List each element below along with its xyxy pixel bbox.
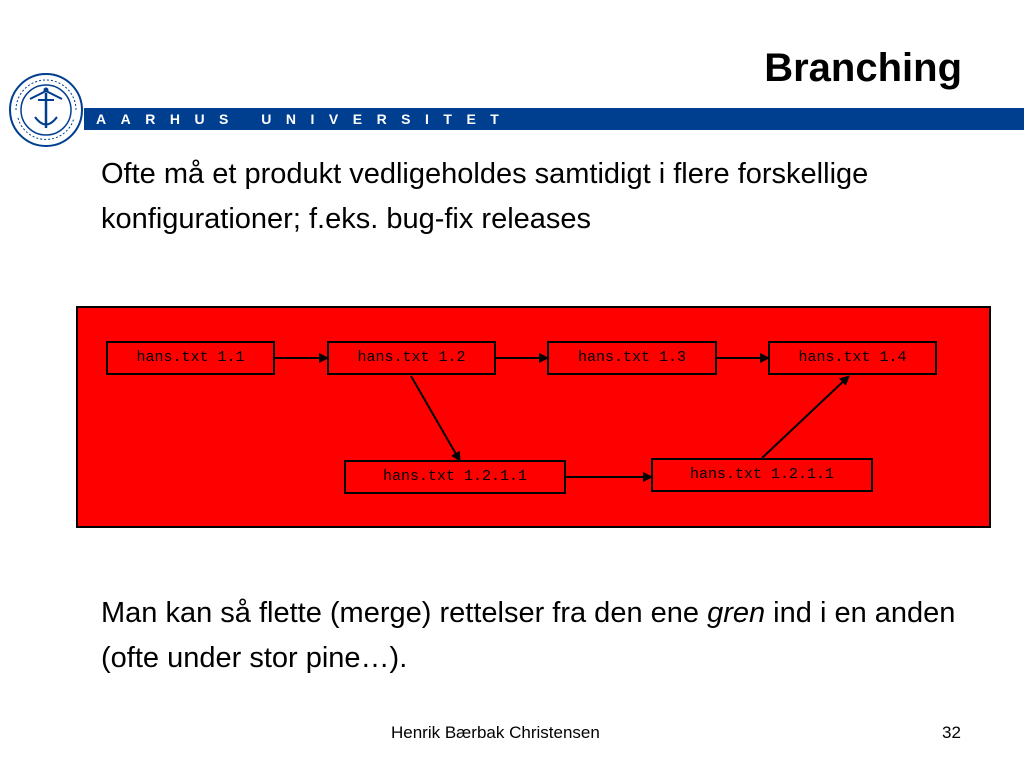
version-node-1-1 bbox=[106, 341, 275, 375]
footer-author: Henrik Bærbak Christensen bbox=[391, 723, 600, 742]
branch-node-2 bbox=[651, 458, 873, 492]
university-seal-logo bbox=[8, 72, 84, 148]
university-band bbox=[84, 108, 1024, 130]
branching-diagram bbox=[76, 306, 991, 528]
version-node-1-4 bbox=[768, 341, 937, 375]
branch-node-1 bbox=[344, 460, 566, 494]
version-node-1-3 bbox=[547, 341, 717, 375]
arrow-branch-to-1-4 bbox=[762, 376, 849, 458]
version-node-1-2 bbox=[327, 341, 496, 375]
version-node-label: hans.txt 1.4 bbox=[798, 349, 907, 366]
merge-paragraph bbox=[101, 591, 981, 681]
page-number: 32 bbox=[942, 723, 961, 742]
version-node-label: hans.txt 1.2 bbox=[357, 349, 466, 366]
version-node-label: hans.txt 1.1 bbox=[136, 349, 245, 366]
slide-title: Branching bbox=[764, 46, 962, 90]
merge-text-part2: ind i en anden (ofte under stor pine…). bbox=[101, 597, 956, 674]
merge-text-part1: Man kan så flette (merge) rettelser fra den ene bbox=[101, 597, 708, 629]
merge-emphasis: gren bbox=[707, 597, 766, 629]
version-node-label: hans.txt 1.2.1.1 bbox=[382, 468, 528, 485]
version-node-label: hans.txt 1.2.1.1 bbox=[689, 466, 835, 483]
arrow-1-2-to-branch bbox=[411, 376, 460, 461]
intro-paragraph: Ofte må et produkt vedligeholdes samtidigt i flere forskellige konfigurationer; f.eks. bug-fix releases bbox=[101, 158, 869, 235]
university-name: AARHUS UNIVERSITET bbox=[96, 111, 514, 127]
version-node-label: hans.txt 1.3 bbox=[577, 349, 687, 366]
